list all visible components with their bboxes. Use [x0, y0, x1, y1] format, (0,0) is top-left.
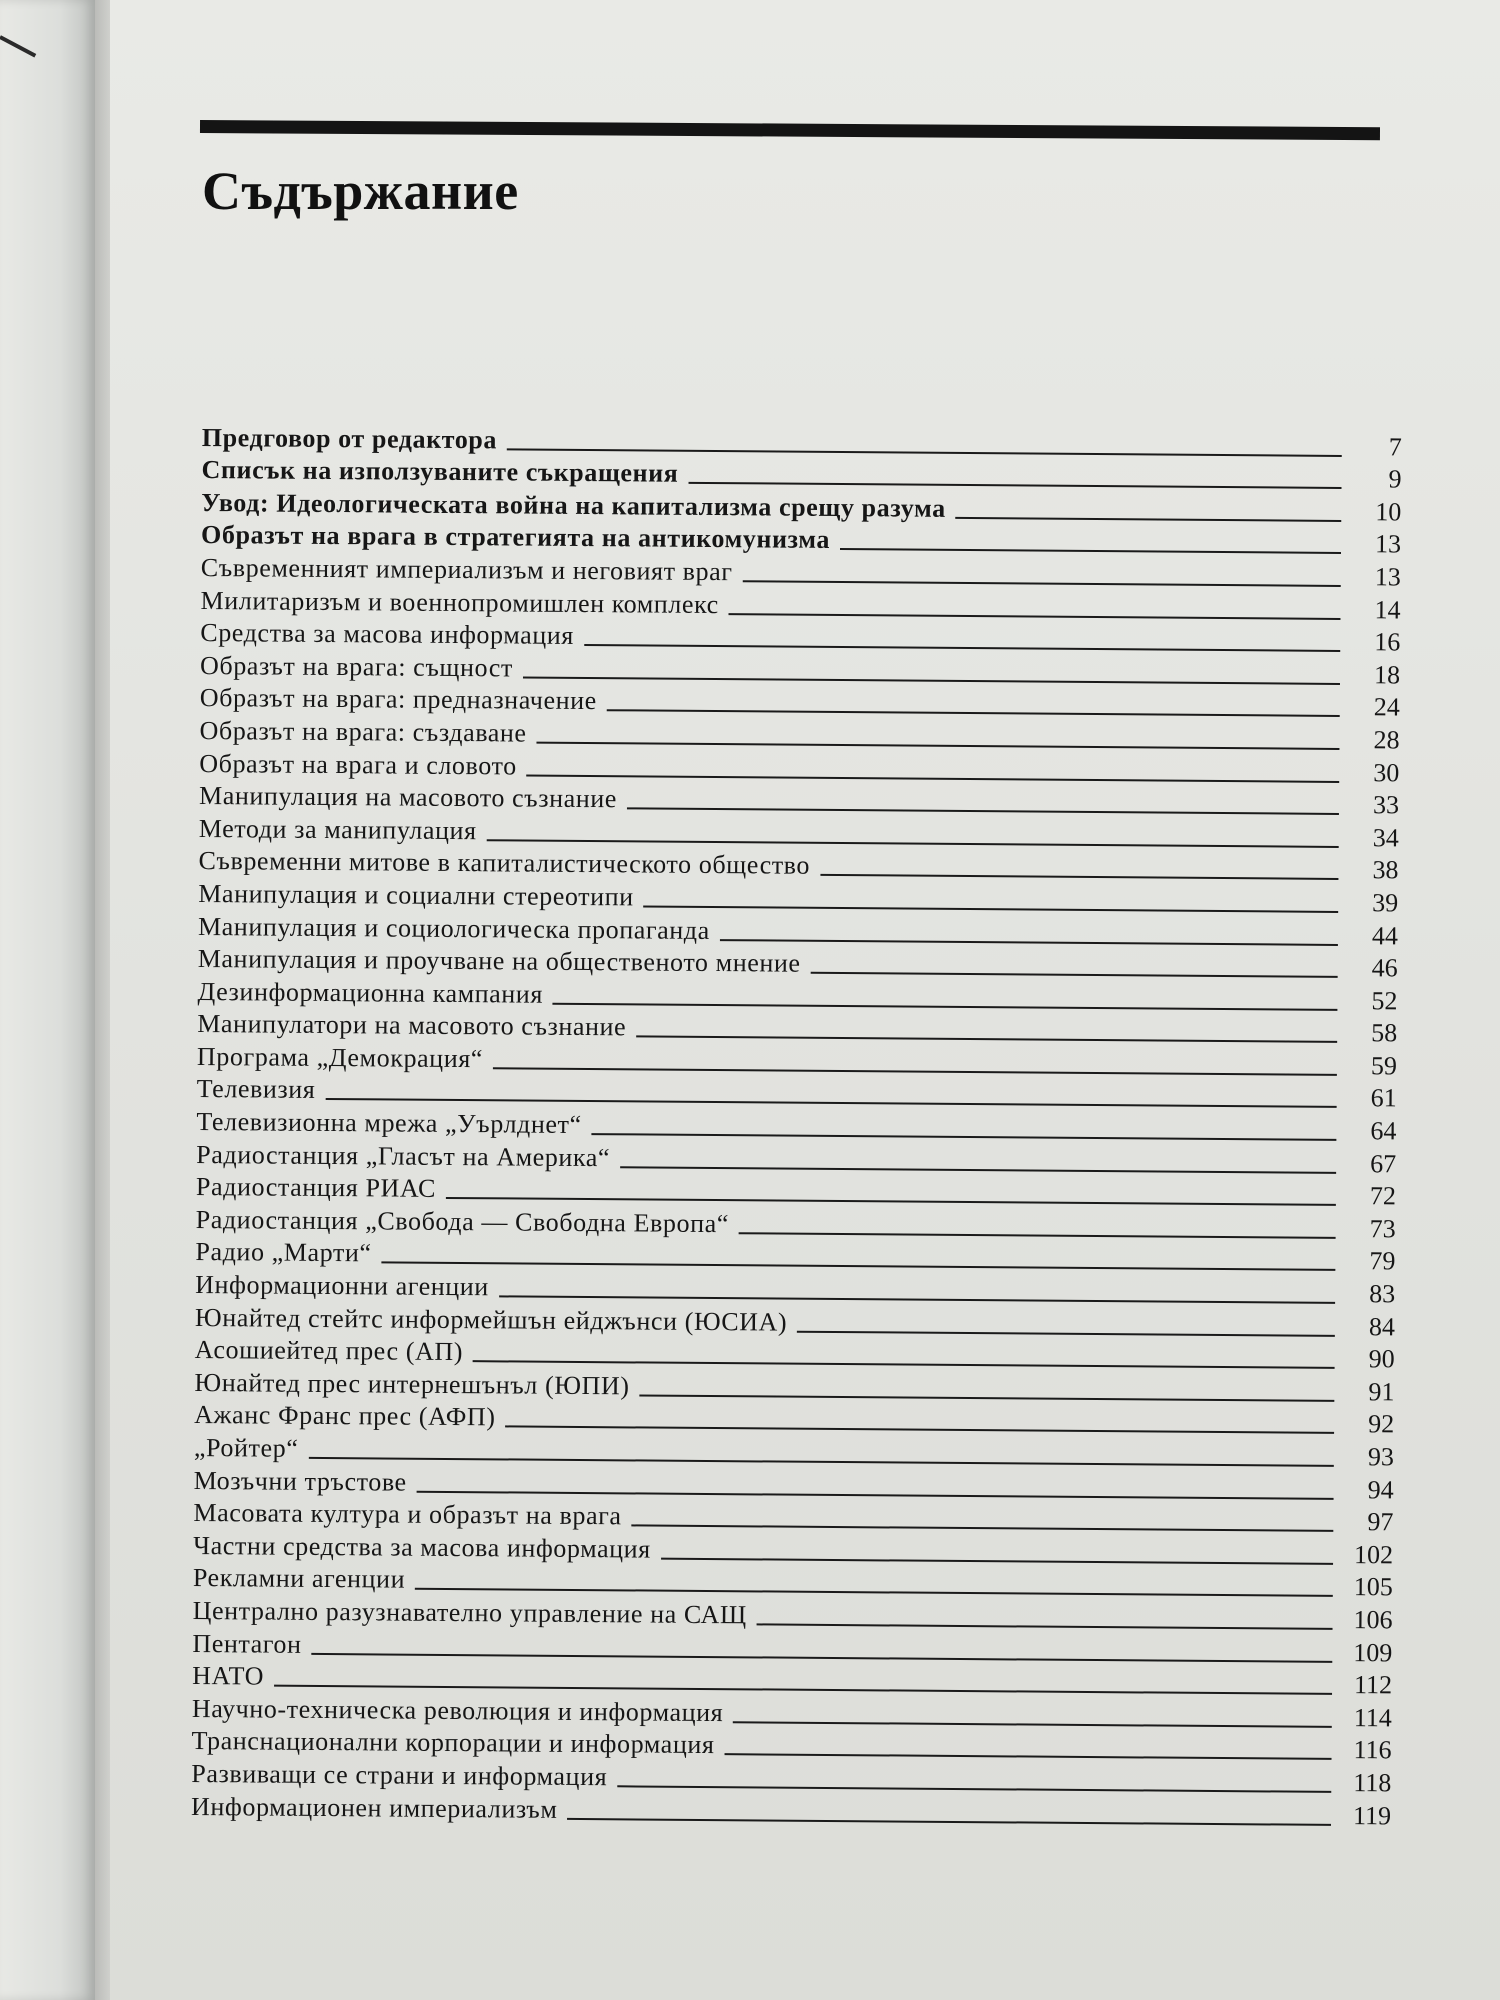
toc-entry-title: Милитаризъм и военнопромишлен комплекс: [200, 585, 719, 619]
toc-entry-title: Манипулация и социални стереотипи: [198, 878, 634, 912]
toc-entry-title: Транснационални корпорации и информация: [191, 1726, 715, 1760]
toc-page-number: 13: [1374, 562, 1401, 592]
toc-entry-title: Телевизионна мрежа „Уърлднет“: [196, 1107, 582, 1140]
toc-entry-title: Съвременни митове в капиталистическото общество: [198, 846, 811, 881]
toc-leader-line: [617, 1785, 1331, 1793]
toc-page-number: 114: [1353, 1702, 1392, 1733]
toc-page-number: 118: [1353, 1768, 1392, 1798]
page-edge-mark: [0, 35, 36, 57]
table-of-contents: [191, 420, 1402, 1831]
toc-entry-title: Образът на врага: същност: [199, 650, 514, 683]
toc-page-number: 59: [1370, 1051, 1398, 1081]
toc-leader-line: [636, 1036, 1337, 1044]
toc-page-number: 10: [1375, 496, 1402, 527]
page-title: Съдържание: [202, 161, 519, 221]
toc-leader-line: [640, 1394, 1335, 1401]
toc-entry-title: Централно разузнавателно управление на САЩ: [192, 1595, 747, 1630]
toc-leader-line: [733, 1721, 1332, 1728]
toc-entry-title: Информационни агенции: [195, 1270, 490, 1302]
toc-page-number: 52: [1371, 985, 1398, 1016]
toc-entry-title: Предговор от редактора: [201, 422, 498, 454]
toc-entry-title: Мозъчни тръстове: [193, 1465, 407, 1497]
toc-leader-line: [797, 1330, 1335, 1336]
toc-entry-title: Радиостанция „Гласът на Америка“: [196, 1139, 611, 1172]
toc-page-number: 92: [1368, 1409, 1395, 1439]
toc-leader-line: [620, 1166, 1336, 1174]
toc-page-number: 112: [1353, 1670, 1393, 1700]
toc-page-number: 24: [1373, 692, 1400, 722]
toc-entry-title: Увод: Идеологическата война на капитализма срещу разума: [201, 487, 946, 523]
toc-page-number: 14: [1374, 594, 1401, 624]
toc-entry-title: Методи за манипулация: [198, 813, 477, 845]
toc-page-number: 90: [1368, 1344, 1395, 1374]
toc-entry-title: Юнайтед стейтс информейшън ейджънси (ЮСИА): [194, 1302, 788, 1337]
toc-entry-title: Развиващи се страни и информация: [191, 1758, 608, 1792]
toc-leader-line: [661, 1557, 1333, 1564]
toc-entry-title: Научно-техническа революция и информация: [191, 1693, 724, 1727]
toc-page-number: 16: [1374, 627, 1401, 657]
toc-leader-line: [688, 482, 1341, 489]
toc-page-number: 97: [1367, 1507, 1394, 1537]
toc-page-number: 116: [1353, 1735, 1392, 1765]
toc-entry-title: Манипулация и социологическа пропаганда: [197, 911, 710, 945]
toc-leader-line: [810, 972, 1337, 978]
toc-entry-title: Асошиейтед прес (АП): [194, 1335, 464, 1367]
toc-page-number: 105: [1353, 1572, 1393, 1602]
toc-entry-title: Програма „Демокрация“: [196, 1041, 484, 1074]
toc-page-number: 67: [1370, 1148, 1397, 1179]
toc-entry-title: Списък на използуваните съкращения: [201, 455, 679, 488]
toc-page-number: 38: [1372, 855, 1399, 885]
toc-page-number: 94: [1367, 1474, 1394, 1504]
toc-page-number: 61: [1370, 1083, 1397, 1113]
toc-page-number: 46: [1371, 953, 1398, 983]
toc-leader-line: [729, 613, 1341, 620]
toc-entry-title: Радиостанция РИАС: [195, 1172, 437, 1204]
toc-entry-title: Образът на врага в стратегията на антикомунизма: [200, 520, 831, 555]
toc-entry-title: Масовата култура и образът на врага: [193, 1498, 622, 1531]
toc-entry-title: Средства за масова информация: [200, 618, 575, 651]
contents-page: [110, 0, 1500, 2000]
toc-page-number: 79: [1369, 1246, 1396, 1276]
toc-page-number: 72: [1369, 1181, 1397, 1211]
toc-entry-title: Образът на врага и словото: [199, 748, 517, 781]
toc-leader-line: [607, 710, 1340, 718]
toc-page-number: 28: [1373, 725, 1400, 755]
toc-leader-line: [720, 939, 1338, 946]
toc-page-number: 7: [1388, 431, 1402, 462]
toc-leader-line: [743, 580, 1341, 587]
toc-page-number: 109: [1353, 1637, 1393, 1667]
toc-leader-line: [592, 1133, 1337, 1141]
toc-entry-title: Манипулация на масовото съзнание: [198, 781, 618, 814]
toc-entry-title: Ажанс Франс прес (АФП): [194, 1400, 496, 1432]
toc-entry-title: Дезинформационна кампания: [197, 976, 544, 1009]
toc-entry-title: Манипулатори на масовото съзнание: [197, 1009, 627, 1042]
toc-page-number: 91: [1368, 1377, 1395, 1407]
toc-leader-line: [644, 905, 1339, 912]
toc-entry-title: Телевизия: [196, 1074, 316, 1105]
toc-page-number: 64: [1370, 1116, 1397, 1146]
toc-page-number: 119: [1352, 1800, 1392, 1830]
toc-entry-title: Рекламни агенции: [192, 1563, 406, 1595]
toc-page-number: 73: [1369, 1214, 1396, 1244]
header-rule: [200, 120, 1380, 140]
toc-leader-line: [739, 1232, 1336, 1239]
toc-page-number: 9: [1388, 464, 1402, 494]
toc-leader-line: [631, 1525, 1333, 1533]
toc-entry-title: Частни средства за масова информация: [193, 1530, 651, 1564]
toc-entry-title: НАТО: [192, 1661, 265, 1691]
toc-entry-title: Информационен империализъм: [191, 1791, 558, 1824]
toc-entry-title: „Ройтер“: [193, 1432, 299, 1463]
toc-page-number: 58: [1371, 1018, 1398, 1048]
toc-page-number: 13: [1374, 529, 1402, 559]
toc-leader-line: [567, 1817, 1331, 1825]
toc-page-number: 33: [1372, 790, 1400, 820]
toc-page-number: 106: [1353, 1605, 1393, 1635]
toc-leader-line: [840, 548, 1341, 554]
toc-leader-line: [820, 874, 1338, 880]
toc-entry-title: Манипулация и проучване на общественото мнение: [197, 944, 801, 978]
toc-page-number: 34: [1372, 822, 1399, 853]
toc-entry-title: Пентагон: [192, 1628, 302, 1659]
toc-entry-title: Радиостанция „Свобода — Свободна Европа“: [195, 1204, 730, 1239]
toc-leader-line: [757, 1623, 1333, 1630]
toc-page-number: 84: [1368, 1311, 1396, 1342]
toc-entry-title: Съвременният империализъм и неговият враг: [200, 552, 733, 587]
toc-entry-title: Радио „Марти“: [195, 1237, 372, 1268]
toc-leader-line: [956, 517, 1342, 522]
toc-leader-line: [724, 1753, 1331, 1760]
toc-page-number: 102: [1354, 1539, 1394, 1570]
toc-page-number: 44: [1371, 920, 1399, 950]
toc-entry-title: Юнайтед прес интернешънъл (ЮПИ): [194, 1367, 630, 1401]
toc-leader-line: [627, 807, 1339, 815]
toc-page-number: 18: [1373, 659, 1401, 690]
toc-entry-title: Образът на врага: създаване: [199, 715, 527, 748]
toc-page-number: 93: [1367, 1442, 1395, 1472]
previous-page-edge: [0, 0, 95, 2000]
toc-page-number: 83: [1369, 1279, 1396, 1309]
toc-page-number: 30: [1373, 757, 1400, 787]
toc-page-number: 39: [1372, 888, 1399, 918]
toc-leader-line: [584, 644, 1340, 652]
toc-entry-title: Образът на врага: предназначение: [199, 683, 597, 716]
